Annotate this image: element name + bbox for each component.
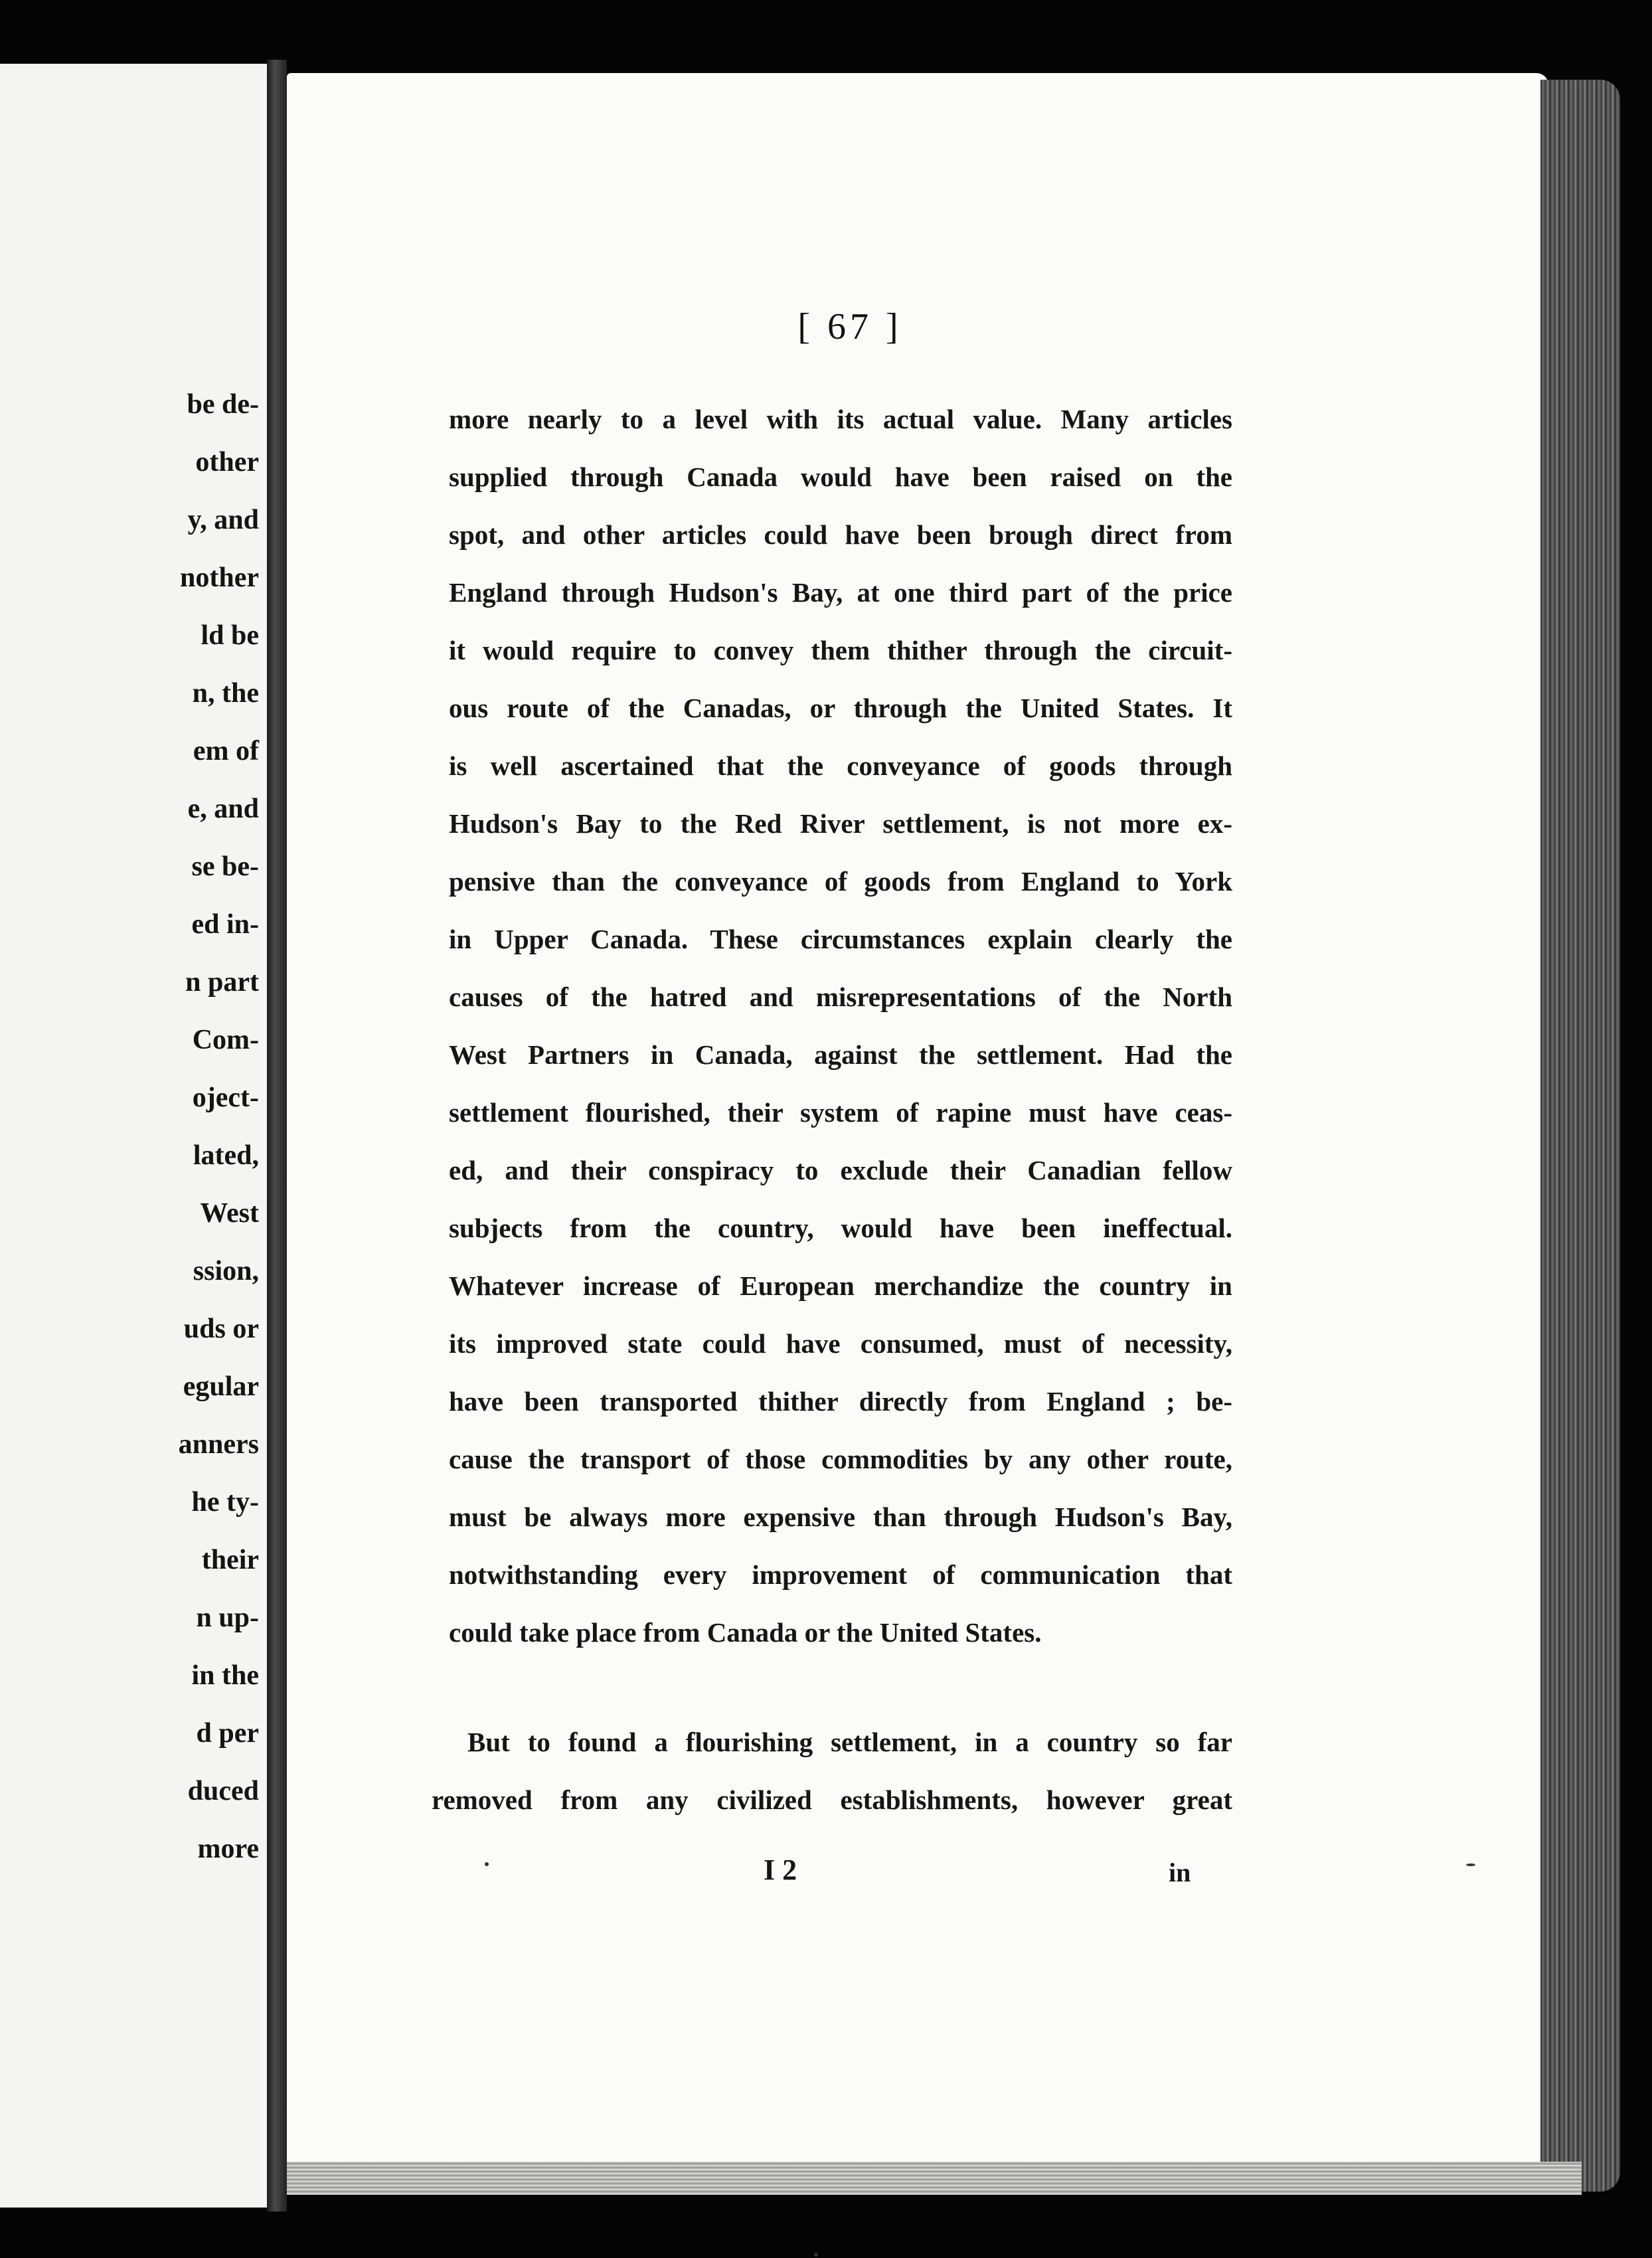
text-line: in Upper Canada. These circumstances explain clearly the xyxy=(449,924,1232,954)
book-gutter xyxy=(267,60,287,2212)
text-line: notwithstanding every improvement of communication that xyxy=(449,1559,1232,1590)
facing-line: West xyxy=(200,1198,259,1229)
facing-line: be de- xyxy=(187,389,259,420)
facing-line: ssion, xyxy=(193,1256,259,1286)
facing-line: em of xyxy=(193,736,259,766)
dust-speck xyxy=(814,2253,818,2257)
text-line: is well ascertained that the conveyance of goods through xyxy=(449,750,1232,781)
text-line: pensive than the conveyance of goods from England to York xyxy=(449,866,1232,897)
paragraph-1 xyxy=(449,391,1232,1662)
facing-line: duced xyxy=(187,1776,259,1806)
text-line: it would require to convey them thither through the circuit- xyxy=(449,635,1232,665)
facing-line: uds or xyxy=(183,1314,259,1344)
facing-line: their xyxy=(201,1545,259,1575)
text-line: ed, and their conspiracy to exclude their Canadian fellow xyxy=(449,1155,1232,1185)
facing-line: e, and xyxy=(187,794,259,824)
text-line: supplied through Canada would have been raised on the xyxy=(449,462,1232,492)
facing-line: ld be xyxy=(201,620,259,651)
text-line: causes of the hatred and misrepresentations of the North xyxy=(449,982,1232,1012)
dust-speck xyxy=(485,1862,489,1866)
text-line: Whatever increase of European merchandize the country in xyxy=(449,1270,1232,1301)
text-line: its improved state could have consumed, must of necessity, xyxy=(449,1328,1232,1359)
text-line: have been transported thither directly from England ; be- xyxy=(449,1386,1232,1417)
catchword: in xyxy=(1169,1858,1191,1887)
signature-mark: I 2 xyxy=(764,1854,797,1886)
facing-line: Com- xyxy=(192,1025,259,1055)
facing-page-text xyxy=(60,376,259,1878)
text-line: must be always more expensive than through Hudson's Bay, xyxy=(449,1502,1232,1532)
text-line: removed from any civilized establishments, however great xyxy=(432,1784,1232,1815)
facing-line: y, and xyxy=(187,505,259,535)
facing-line: he ty- xyxy=(191,1487,259,1518)
text-line: ous route of the Canadas, or through the United States. It xyxy=(449,693,1232,723)
facing-line: other xyxy=(195,447,259,478)
text-line: cause the transport of those commodities by any other route, xyxy=(449,1444,1232,1474)
text-line: Hudson's Bay to the Red River settlement, is not more ex- xyxy=(449,808,1232,839)
dust-speck xyxy=(1466,1864,1475,1866)
text-line: spot, and other articles could have been brough direct from xyxy=(449,519,1232,550)
text-line: West Partners in Canada, against the settlement. Had the xyxy=(449,1039,1232,1070)
facing-line: d per xyxy=(196,1718,259,1749)
facing-line: n, the xyxy=(192,678,259,709)
text-line: settlement flourished, their system of rapine must have ceas- xyxy=(449,1097,1232,1128)
facing-line: lated, xyxy=(193,1140,259,1171)
page-bottom-edge xyxy=(287,2162,1582,2195)
page-number: [ 67 ] xyxy=(797,306,902,347)
facing-line: egular xyxy=(183,1371,259,1402)
facing-line: in the xyxy=(191,1660,259,1691)
text-line: more nearly to a level with its actual value. Many articles xyxy=(449,404,1232,434)
text-line: could take place from Canada or the United States. xyxy=(449,1617,1042,1648)
facing-line: ed in- xyxy=(191,909,259,940)
paragraph-2 xyxy=(432,1713,1232,1829)
facing-line: more xyxy=(197,1834,259,1864)
text-line: subjects from the country, would have been ineffectual. xyxy=(449,1213,1232,1243)
text-line: England through Hudson's Bay, at one third part of the price xyxy=(449,577,1232,608)
facing-line: n up- xyxy=(196,1603,259,1633)
page-block-edge xyxy=(1540,80,1620,2192)
facing-line: n part xyxy=(185,967,259,998)
facing-line: oject- xyxy=(192,1083,259,1113)
facing-line: se be- xyxy=(191,851,259,882)
facing-line: nother xyxy=(180,563,259,593)
text-line: But to found a flourishing settlement, in a country so far xyxy=(467,1727,1232,1757)
facing-page-left xyxy=(0,64,271,2208)
facing-line: anners xyxy=(178,1429,259,1460)
